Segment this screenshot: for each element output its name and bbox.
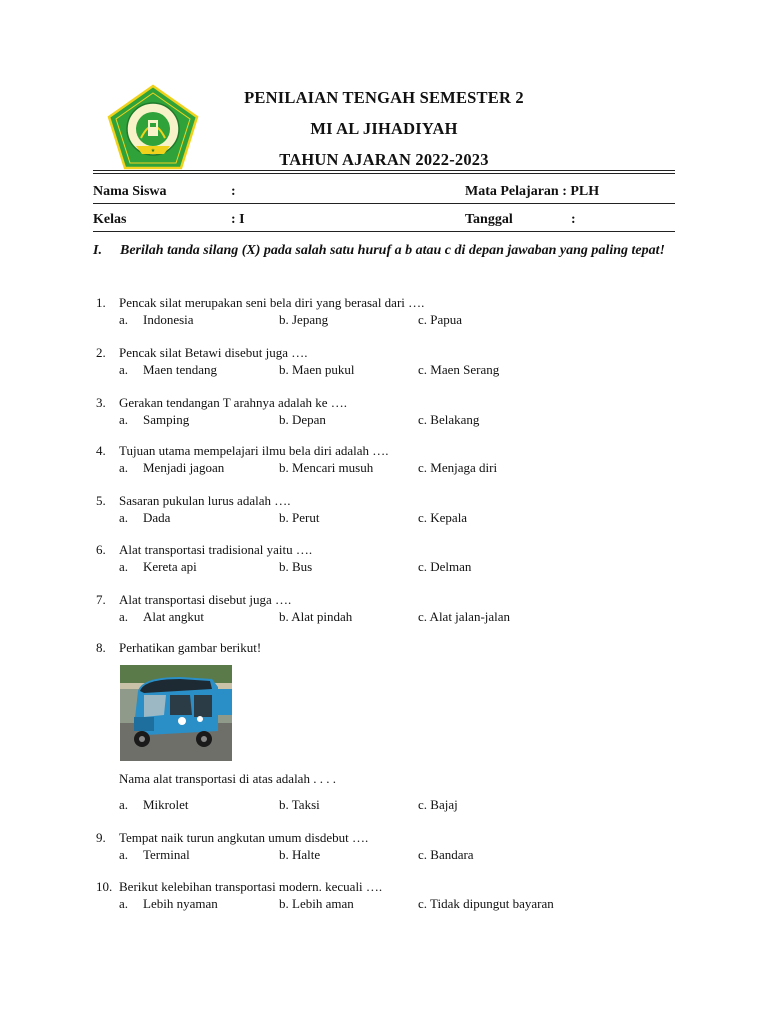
option-b: b. Halte: [279, 847, 321, 862]
question-number: 4.: [96, 443, 106, 458]
option-c: c. Menjaga diri: [418, 460, 498, 475]
question-number: 7.: [96, 592, 106, 607]
option-a-label: a.: [119, 362, 129, 377]
option-b: b. Taksi: [279, 797, 320, 812]
option-a: Maen tendang: [143, 362, 218, 377]
header-divider-top: [93, 170, 675, 171]
question-number: 1.: [96, 295, 106, 310]
instruction: [93, 242, 675, 260]
option-c: c. Alat jalan-jalan: [418, 609, 511, 624]
option-a-label: a.: [119, 412, 129, 427]
option-c: c. Kepala: [418, 510, 468, 525]
question-text: Alat transportasi disebut juga ….: [119, 592, 292, 607]
option-c: c. Bandara: [418, 847, 474, 862]
header-divider-bottom: [93, 173, 675, 174]
question-text: Pencak silat Betawi disebut juga ….: [119, 345, 308, 360]
option-c: c. Tidak dipungut bayaran: [418, 896, 554, 911]
class-value: : I: [231, 212, 245, 227]
option-a: Kereta api: [143, 559, 197, 574]
option-c: c. Maen Serang: [418, 362, 500, 377]
question-text: Pencak silat merupakan seni bela diri yang berasal dari ….: [119, 295, 425, 310]
option-a: Mikrolet: [143, 797, 189, 812]
option-a-label: a.: [119, 510, 129, 525]
question-subtext: Nama alat transportasi di atas adalah . . . .: [119, 771, 336, 786]
question-text: Gerakan tendangan T arahnya adalah ke ….: [119, 395, 348, 410]
info-divider-bottom: [93, 231, 675, 232]
option-a: Samping: [143, 412, 190, 427]
option-b: b. Maen pukul: [279, 362, 355, 377]
option-a-label: a.: [119, 847, 129, 862]
option-b: b. Mencari musuh: [279, 460, 374, 475]
exam-title: PENILAIAN TENGAH SEMESTER 2: [244, 88, 524, 107]
option-a-label: a.: [119, 609, 129, 624]
class-label: Kelas: [93, 212, 127, 227]
instruction-text: Berilah tanda silang (X) pada salah satu huruf a b atau c di depan jawaban yang paling tepat!: [120, 243, 665, 258]
question-number: 10.: [96, 879, 113, 894]
option-c: c. Papua: [418, 312, 463, 327]
info-divider: [93, 203, 675, 204]
question-text: Tempat naik turun angkutan umum disdebut ….: [119, 830, 369, 845]
question-text: Sasaran pukulan lurus adalah ….: [119, 493, 291, 508]
option-a-label: a.: [119, 312, 129, 327]
option-b: b. Jepang: [279, 312, 329, 327]
option-a: Lebih nyaman: [143, 896, 218, 911]
option-c: c. Delman: [418, 559, 472, 574]
option-a-label: a.: [119, 460, 129, 475]
option-c: c. Bajaj: [418, 797, 458, 812]
date-label: Tanggal: [465, 212, 513, 227]
option-c: c. Belakang: [418, 412, 480, 427]
student-name-label: Nama Siswa: [93, 184, 167, 199]
option-a-label: a.: [119, 559, 129, 574]
question-number: 9.: [96, 830, 106, 845]
question-number: 3.: [96, 395, 106, 410]
option-b: b. Lebih aman: [279, 896, 354, 911]
option-a: Alat angkut: [143, 609, 205, 624]
question-text: Berikut kelebihan transportasi modern. kecuali ….: [119, 879, 383, 894]
question-text: Perhatikan gambar berikut!: [119, 640, 262, 655]
option-b: b. Perut: [279, 510, 320, 525]
option-a: Menjadi jagoan: [143, 460, 225, 475]
student-name-colon: :: [231, 184, 236, 199]
question-number: 5.: [96, 493, 106, 508]
bajaj-photo-icon: [120, 665, 232, 761]
question-number: 8.: [96, 640, 106, 655]
question-number: 6.: [96, 542, 106, 557]
option-b: b. Depan: [279, 412, 326, 427]
option-a-label: a.: [119, 896, 129, 911]
svg-text:★: ★: [150, 148, 156, 154]
academic-year: TAHUN AJARAN 2022-2023: [279, 150, 489, 169]
option-a: Indonesia: [143, 312, 194, 327]
question-text: Alat transportasi tradisional yaitu ….: [119, 542, 313, 557]
date-colon: :: [571, 212, 576, 227]
option-a: Dada: [143, 510, 171, 525]
question-number: 2.: [96, 345, 106, 360]
subject-label: Mata Pelajaran : PLH: [465, 184, 600, 199]
option-b: b. Alat pindah: [279, 609, 353, 624]
instruction-number: I.: [93, 243, 102, 258]
option-a: Terminal: [143, 847, 190, 862]
option-a-label: a.: [119, 797, 129, 812]
option-b: b. Bus: [279, 559, 313, 574]
question-text: Tujuan utama mempelajari ilmu bela diri adalah ….: [119, 443, 389, 458]
school-name: MI AL JIHADIYAH: [310, 119, 458, 138]
